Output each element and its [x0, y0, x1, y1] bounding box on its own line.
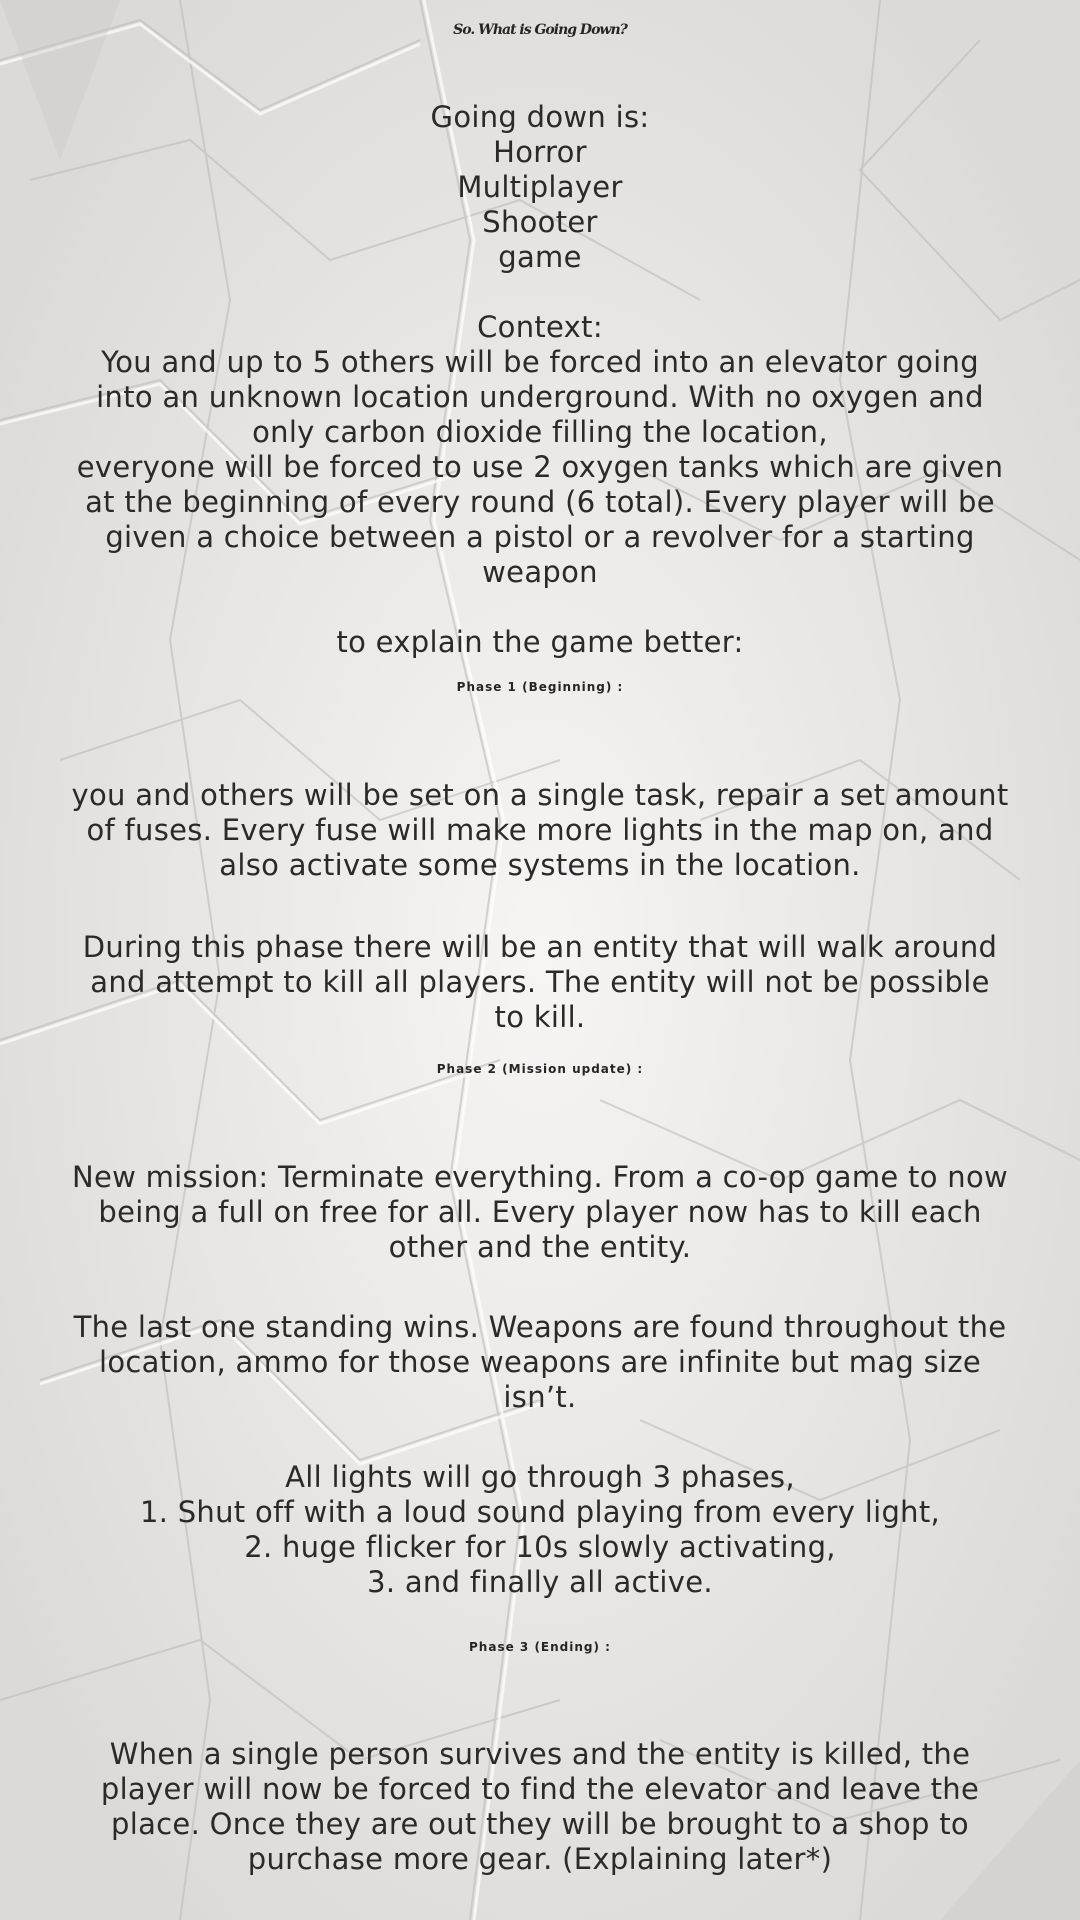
phase-2-line: 2. huge flicker for 10s slowly activating,: [244, 1530, 836, 1564]
phase-1-heading: Phase 1 (Beginning) :: [456, 680, 624, 694]
phase-1-line: you and others will be set on a single task, repair a set amount: [71, 778, 1009, 812]
context-line: everyone will be forced to use 2 oxygen tanks which are given: [76, 450, 1004, 484]
context-heading: [10, 310, 1070, 345]
intro-line: game: [498, 240, 582, 274]
context-heading-text: Context:: [477, 310, 603, 344]
phase-3-line: player will now be forced to find the elevator and leave the: [100, 1772, 980, 1806]
context-line: You and up to 5 others will be forced into an elevator going: [101, 345, 979, 379]
phase-3-paragraph-1: [10, 1737, 1070, 1877]
phase-2-line: The last one standing wins. Weapons are found throughout the: [73, 1310, 1007, 1344]
phase-1-line: of fuses. Every fuse will make more lights in the map on, and: [86, 813, 994, 847]
phase-1-line: During this phase there will be an entity that will walk around: [82, 930, 998, 964]
intro-line: Shooter: [482, 205, 598, 239]
phase-3-line: When a single person survives and the entity is killed, the: [109, 1737, 971, 1771]
phase-2-paragraph-3: [10, 1460, 1070, 1600]
context-block: [10, 345, 1070, 590]
phase-1-line: to kill.: [494, 1000, 586, 1034]
phase-2-paragraph-2: [10, 1310, 1070, 1415]
phase-2-heading: Phase 2 (Mission update) :: [436, 1062, 644, 1076]
phase-2-line: 1. Shut off with a loud sound playing from every light,: [139, 1495, 941, 1529]
phase-1-line: and attempt to kill all players. The entity will not be possible: [90, 965, 990, 999]
phase-3-line: place. Once they are out they will be brought to a shop to: [111, 1807, 969, 1841]
intro-line: Multiplayer: [457, 170, 623, 204]
context-line: into an unknown location underground. With no oxygen and: [96, 380, 984, 414]
context-line: given a choice between a pistol or a revolver for a starting: [105, 520, 975, 554]
intro-line: Horror: [493, 135, 587, 169]
page-title: So. What is Going Down?: [453, 22, 627, 38]
phase-2-line: being a full on free for all. Every player now has to kill each: [98, 1195, 982, 1229]
phase-2-line: All lights will go through 3 phases,: [285, 1460, 795, 1494]
context-line: only carbon dioxide filling the location,: [252, 415, 828, 449]
phase-2-line: isn’t.: [503, 1380, 577, 1414]
phase-1-paragraph-2: [10, 930, 1070, 1035]
explain-line: [10, 625, 1070, 660]
phase-1-line: also activate some systems in the location.: [219, 848, 861, 882]
phase-2-paragraph-1: [10, 1160, 1070, 1265]
intro-line: Going down is:: [430, 100, 650, 134]
phase-2-line: 3. and finally all active.: [367, 1565, 713, 1599]
phase-1-paragraph-1: [10, 778, 1070, 883]
phase-2-line: location, ammo for those weapons are infinite but mag size: [98, 1345, 982, 1379]
phase-3-line: purchase more gear. (Explaining later*): [247, 1842, 833, 1876]
phase-2-line: New mission: Terminate everything. From a co-op game to now: [71, 1160, 1009, 1194]
phase-2-line: other and the entity.: [388, 1230, 692, 1264]
phase-3-heading: Phase 3 (Ending) :: [469, 1640, 611, 1654]
context-line: weapon: [482, 555, 598, 589]
context-line: at the beginning of every round (6 total). Every player will be: [85, 485, 995, 519]
explain-text: to explain the game better:: [336, 625, 744, 659]
intro-block: [10, 100, 1070, 275]
